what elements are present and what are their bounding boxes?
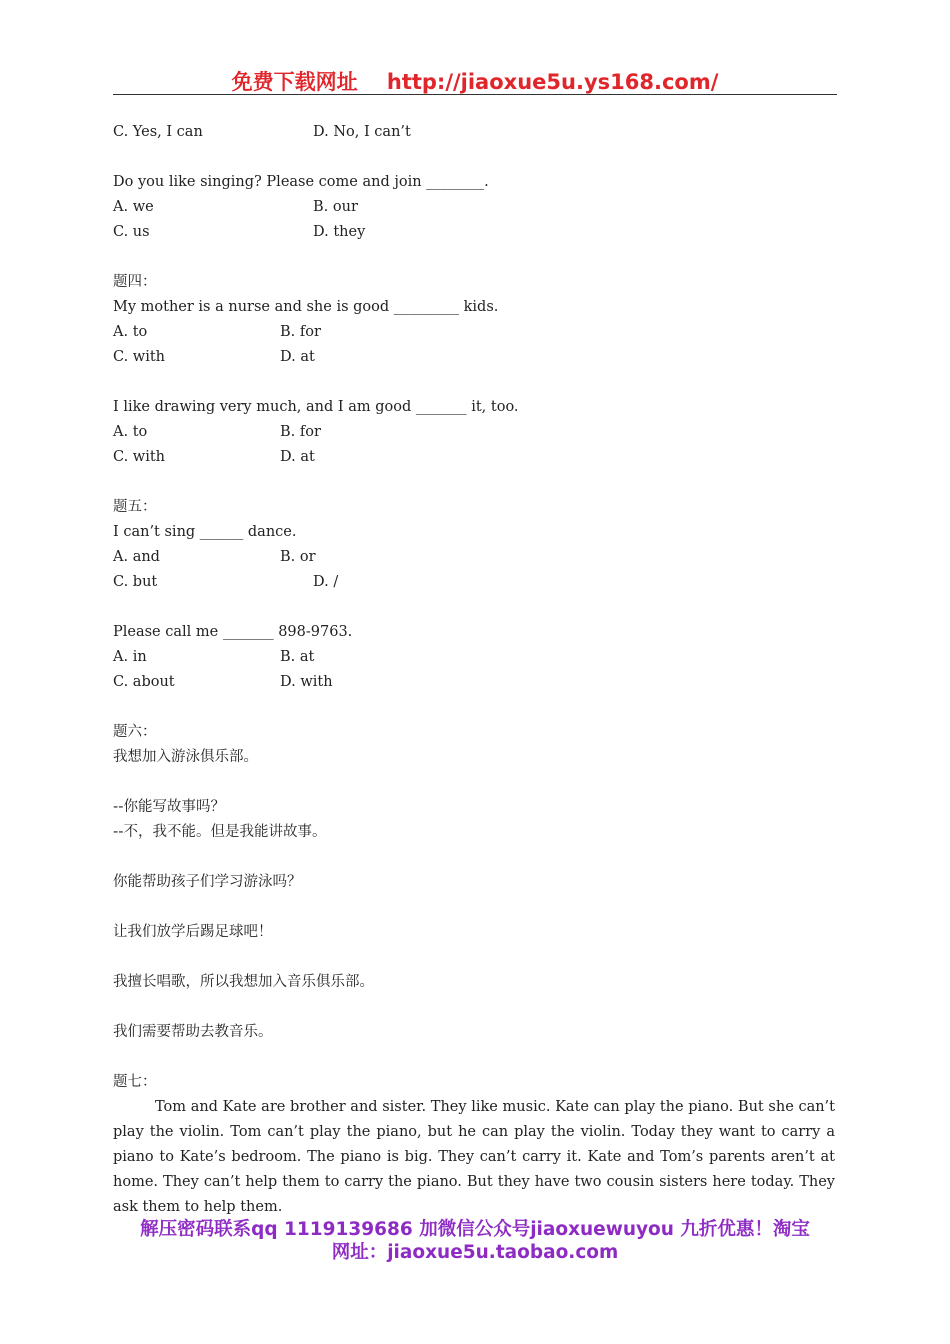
- question-text: Please call me _______ 898-9763.: [113, 624, 353, 640]
- option-d: D. at: [280, 349, 315, 365]
- option-d: D. at: [280, 449, 315, 465]
- option-row: [113, 420, 835, 445]
- exercise-content: [113, 120, 835, 1220]
- header-watermark: 免费下载网址 http://jiaoxue5u.ys168.com/: [231, 70, 719, 94]
- option-row: [113, 570, 835, 595]
- option-b: B. for: [280, 424, 321, 440]
- option-row: [113, 670, 835, 695]
- option-row: [113, 345, 835, 370]
- footer-watermark: [100, 1218, 850, 1264]
- question-text: Do you like singing? Please come and join ________.: [113, 174, 489, 190]
- option-c: C. us: [113, 224, 150, 240]
- option-b: B. at: [280, 649, 315, 665]
- option-a: A. to: [113, 424, 148, 440]
- header-divider: [113, 94, 837, 95]
- translation-sentence: 我想加入游泳俱乐部。: [113, 749, 258, 765]
- option-row: [113, 320, 835, 345]
- option-c: C. Yes, I can: [113, 124, 203, 140]
- option-d: D. they: [313, 224, 366, 240]
- option-row: [113, 220, 835, 245]
- option-row: [113, 645, 835, 670]
- option-d: D. No, I can’t: [313, 124, 411, 140]
- translation-sentence: 你能帮助孩子们学习游泳吗？: [113, 874, 302, 890]
- translation-sentence: --你能写故事吗？: [113, 799, 225, 815]
- option-c: C. about: [113, 674, 175, 690]
- footer-line-1: 解压密码联系qq 1119139686 加微信公众号jiaoxuewuyou 九折优惠！淘宝: [140, 1219, 810, 1240]
- option-a: A. to: [113, 324, 148, 340]
- option-c: C. with: [113, 449, 166, 465]
- option-row: [113, 120, 835, 145]
- section-heading: 题六：: [113, 724, 157, 740]
- section-heading: 题四：: [113, 274, 157, 290]
- option-a: A. we: [113, 199, 154, 215]
- question-text: My mother is a nurse and she is good _________ kids.: [113, 299, 499, 315]
- option-row: [113, 445, 835, 470]
- reading-passage: Tom and Kate are brother and sister. They like music. Kate can play the piano. But she can’t play the violin. Tom can’t play the piano, but he can play the violin. Today they want to carry a piano to Kate’s bedroom. The piano is big. They can’t carry it. Kate and Tom’s parents aren’t at home. They can’t help them to carry the piano. But they have two cousin sisters here today. They ask them to help them.: [113, 1099, 835, 1215]
- option-row: [113, 545, 835, 570]
- option-a: A. in: [113, 649, 147, 665]
- translation-sentence: --不，我不能。但是我能讲故事。: [113, 824, 327, 840]
- section-heading: 题七：: [113, 1074, 157, 1090]
- option-b: B. for: [280, 324, 321, 340]
- translation-sentence: 让我们放学后踢足球吧！: [113, 924, 273, 940]
- question-text: I can’t sing ______ dance.: [113, 524, 297, 540]
- option-a: A. and: [113, 549, 160, 565]
- section-heading: 题五：: [113, 499, 157, 515]
- option-row: [113, 195, 835, 220]
- option-b: B. our: [313, 199, 358, 215]
- option-b: B. or: [280, 549, 316, 565]
- option-d: D. with: [280, 674, 333, 690]
- translation-sentence: 我们需要帮助去教音乐。: [113, 1024, 273, 1040]
- footer-line-2: 网址：jiaoxue5u.taobao.com: [331, 1242, 619, 1263]
- option-c: C. with: [113, 349, 166, 365]
- option-d: D. /: [313, 574, 339, 590]
- question-text: I like drawing very much, and I am good _______ it, too.: [113, 399, 519, 415]
- option-c: C. but: [113, 574, 158, 590]
- translation-sentence: 我擅长唱歌，所以我想加入音乐俱乐部。: [113, 974, 374, 990]
